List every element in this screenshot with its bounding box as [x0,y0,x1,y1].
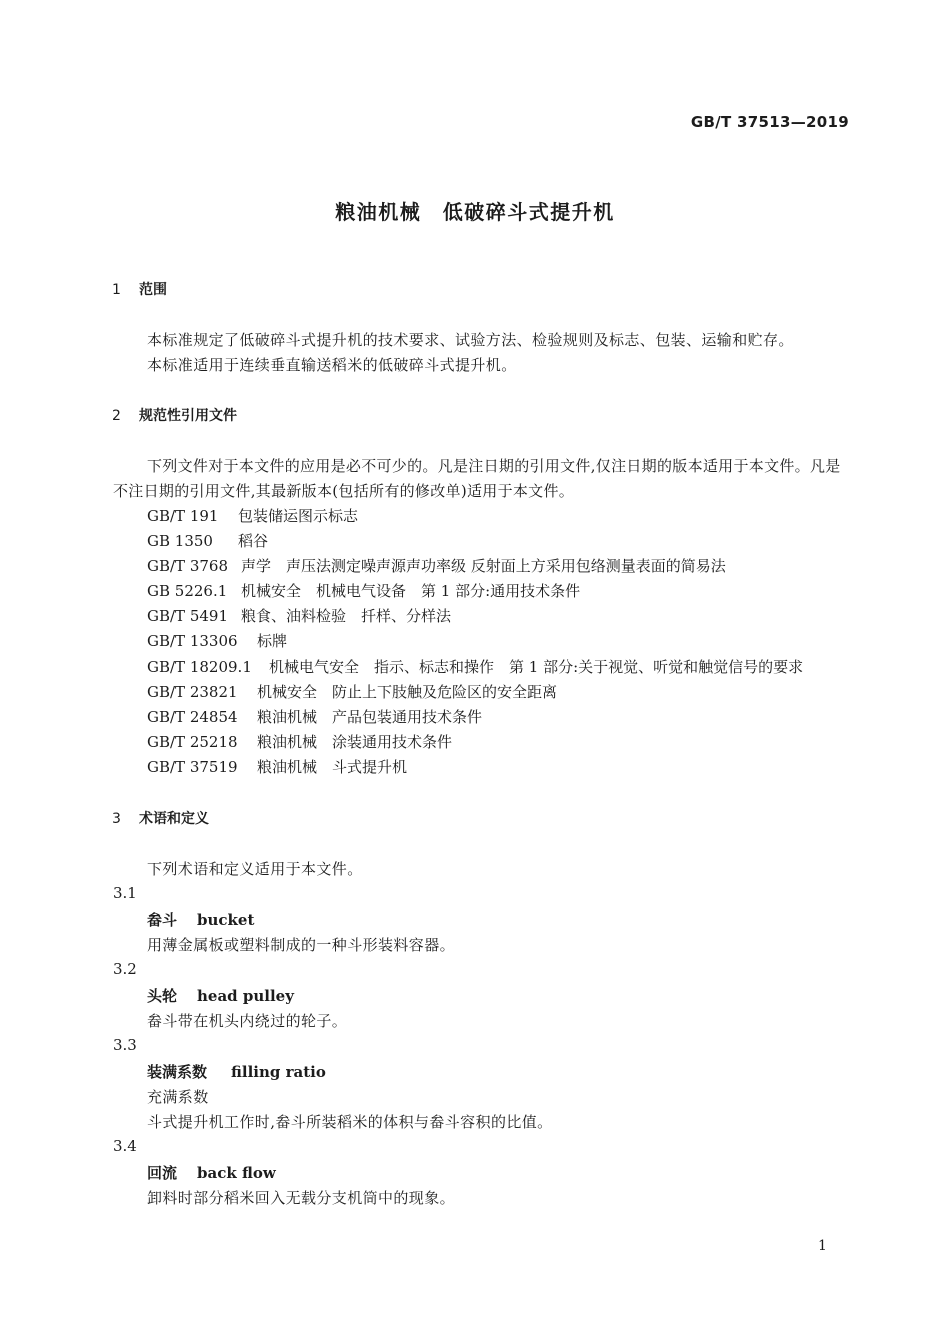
paragraph: 下列术语和定义适用于本文件。 [147,860,363,878]
term-definition: 斗式提升机工作时,畚斗所装稻米的体积与畚斗容积的比值。 [147,1113,553,1131]
paragraph: 本标准规定了低破碎斗式提升机的技术要求、试验方法、检验规则及标志、包装、运输和贮存。 [147,331,794,349]
reference-title: 标牌 [257,632,288,650]
reference-title: 机械电气安全 指示、标志和操作 第 1 部分:关于视觉、听觉和触觉信号的要求 [269,658,804,676]
reference-code: GB 5226.1 [147,582,228,600]
reference-code: GB/T 13306 [147,632,238,650]
reference-item [147,731,452,752]
reference-code: GB/T 18209.1 [147,658,252,676]
term-definition: 卸料时部分稻米回入无载分支机筒中的现象。 [147,1189,456,1207]
reference-item [147,706,482,727]
reference-title: 粮油机械 涂装通用技术条件 [257,733,453,751]
term-definition: 用薄金属板或塑料制成的一种斗形装料容器。 [147,936,456,954]
reference-title: 稻谷 [238,532,269,550]
reference-item [147,505,358,526]
reference-title: 粮油机械 产品包装通用技术条件 [257,708,483,726]
reference-title: 粮食、油料检验 扦样、分样法 [241,607,452,625]
term-en: head pulley [197,987,294,1005]
reference-code: GB/T 24854 [147,708,238,726]
term-zh: 畚斗 [147,911,178,929]
reference-title: 声学 声压法测定噪声源声功率级 反射面上方采用包络测量表面的简易法 [241,557,726,575]
term-entry [147,1162,276,1183]
section-number: 3 [112,811,121,827]
term-en: bucket [197,911,255,929]
reference-title: 机械安全 机械电气设备 第 1 部分:通用技术条件 [241,582,581,600]
reference-item [147,580,580,601]
reference-code: GB/T 37519 [147,758,238,776]
reference-item [147,656,803,677]
term-definition: 畚斗带在机头内绕过的轮子。 [147,1012,348,1030]
reference-title: 机械安全 防止上下肢触及危险区的安全距离 [257,683,558,701]
term-zh: 头轮 [147,987,178,1005]
document-title: 粮油机械 低破碎斗式提升机 [335,200,615,224]
section-number: 1 [112,282,121,298]
term-entry [147,909,254,930]
term-en: back flow [197,1164,276,1182]
clause-number: 3.2 [113,960,137,978]
clause-number: 3.3 [113,1036,137,1054]
clause-number: 3.4 [113,1137,137,1155]
term-zh: 回流 [147,1164,178,1182]
section-2-heading [112,405,237,425]
section-title: 规范性引用文件 [139,408,237,424]
paragraph: 本标准适用于连续垂直输送稻米的低破碎斗式提升机。 [147,356,517,374]
term-synonym: 充满系数 [147,1088,209,1106]
section-3-heading [112,808,209,828]
term-zh: 装满系数 [147,1063,208,1081]
reference-title: 包装储运图示标志 [238,507,359,525]
section-title: 术语和定义 [139,811,209,827]
paragraph: 下列文件对于本文件的应用是必不可少的。凡是注日期的引用文件,仅注日期的版本适用于本文件。凡是不注日期的引用文件,其最新版本(包括所有的修改单)适用于本文件。 [113,457,841,500]
section-title: 范围 [139,282,167,298]
standard-code: GB/T 37513—2019 [690,113,849,131]
term-en: filling ratio [231,1063,326,1081]
section-1-heading [112,279,167,299]
term-entry [147,1061,326,1082]
reference-item [147,555,726,576]
reference-title: 粮油机械 斗式提升机 [257,758,408,776]
section-number: 2 [112,408,121,424]
reference-item [147,756,407,777]
reference-code: GB/T 191 [147,507,219,525]
reference-item [147,530,268,551]
reference-item [147,630,287,651]
term-entry [147,985,294,1006]
clause-number: 3.1 [113,884,137,902]
reference-item [147,681,557,702]
reference-code: GB/T 25218 [147,733,238,751]
reference-item [147,605,451,626]
reference-code: GB/T 23821 [147,683,238,701]
reference-code: GB/T 5491 [147,607,229,625]
reference-code: GB 1350 [147,532,213,550]
page-number: 1 [818,1238,827,1254]
reference-code: GB/T 3768 [147,557,229,575]
